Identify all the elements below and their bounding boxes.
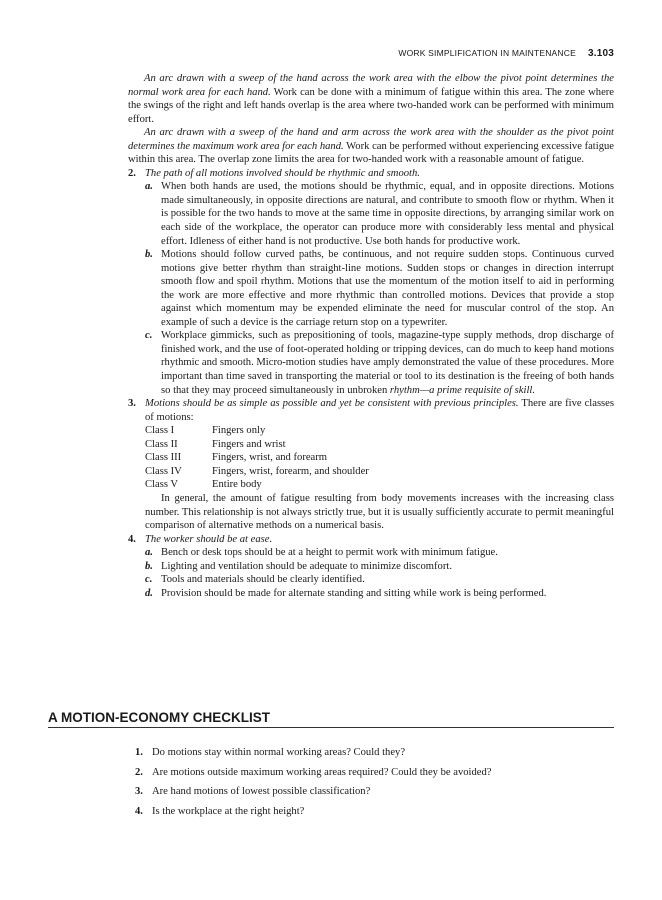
intro-paragraph-normal-area: An arc drawn with a sweep of the hand across the work area with the elbow the pivot point determines the normal work area for each hand. Work can be done with a minimum of fatigue within this area. The zone where the swings of the right and left hands overlap is the area where two-handed work can be performed with minimum effort. — [128, 73, 615, 125]
principle-4-item-c: c. Tools and materials should be clearly identified. — [145, 574, 365, 586]
principle-4-item-a: a. Bench or desk tops should be at a height to permit work with minimum fatigue. — [145, 547, 498, 559]
principle-4-item-d: d. Provision should be made for alternate standing and sitting while work is being performed. — [145, 587, 547, 599]
principle-3: 3. Motions should be as simple as possible and yet be consistent with previous principles. There are five classes of motions: — [128, 398, 615, 423]
checklist-item: 4. Is the workplace at the right height? — [135, 805, 305, 817]
principle-number: 4. — [128, 533, 136, 545]
motion-class-row: Class III Fingers, wrist, and forearm — [145, 452, 328, 464]
motion-class-row: Class II Fingers and wrist — [145, 438, 286, 450]
principle-title: The path of all motions involved should be rhythmic and smooth. — [145, 167, 420, 179]
principle-2-item-b: b. Motions should follow curved paths, be continuous, and not require sudden stops. Continuous curved motions give better rhythm than straight-line motions. Sudden stops or changes in direction interrupt smooth flow and spoil rhythm. Motions that use the momentum of the motion itself to aid in performing the work are more effective and more rhythmic than controlled motions. Devices that provide a stop against which momentum may be expended eliminate the need for muscular control of the stop. An example of such a device is the carriage return stop on a typewriter. — [145, 249, 614, 328]
principle-2 — [128, 167, 614, 181]
intro-paragraph-maximum-area: An arc drawn with a sweep of the hand and arm across the work area with the shoulder as the pivot point determines the maximum work area for each hand. Work can be performed without experiencing excessive fatigue within this area. The overlap zone limits the area for two-handed work with a reasonable amount of fatigue. — [128, 127, 614, 166]
checklist-item: 1. Do motions stay within normal working areas? Could they? — [135, 747, 406, 758]
principle-2-item-c: c. Workplace gimmicks, such as prepositioning of tools, magazine-type supply methods, drop discharge of finished work, and the use of foot-operated holding or tripping devices, can do much to keep hand motions rhythmic and smooth. Micro-motion studies have amply demonstrated the value of these procedures. More important than time saved in transporting the material or tool to its destination is the freeing of both hands so that they may proceed simultaneously in unbroken rhythm—a prime requisite of skill. — [145, 330, 614, 396]
motion-class-row: Class V Entire body — [145, 479, 262, 491]
motion-class-row: Class IV Fingers, wrist, forearm, and shoulder — [145, 465, 369, 477]
motion-class-table — [145, 424, 614, 492]
running-head-title: WORK SIMPLIFICATION IN MAINTENANCE — [398, 48, 576, 58]
principle-4-item-b: b. Lighting and ventilation should be adequate to minimize discomfort. — [145, 560, 452, 572]
section-heading: A MOTION-ECONOMY CHECKLIST — [48, 710, 614, 728]
checklist-item: 2. Are motions outside maximum working areas required? Could they be avoided? — [135, 766, 492, 778]
principle-4 — [128, 533, 614, 547]
principle-3-closing: In general, the amount of fatigue resulting from body movements increases with the increasing class number. This relationship is not always strictly true, but it is usually sufficiently accurate to permit meaningful comparison of alternative methods on a numerical basis. — [145, 492, 614, 532]
page-number: 3.103 — [587, 48, 614, 59]
motion-class-row: Class I Fingers only — [145, 425, 266, 437]
running-head — [0, 48, 614, 59]
principle-title: The worker should be at ease. — [145, 533, 273, 545]
motion-economy-checklist — [135, 743, 615, 821]
principle-number: 2. — [128, 167, 136, 179]
checklist-item: 3. Are hand motions of lowest possible classification? — [135, 786, 371, 797]
principle-number: 3. — [128, 398, 136, 410]
body-text — [128, 72, 614, 600]
principle-2-item-a: a. When both hands are used, the motions should be rhythmic, equal, and in opposite directions. Motions made simultaneously, in opposite directions are natural, and contribute to smooth flow or rhythm. When it is possible for the two hands to move at the same time in opposite directions, by arranging similar work on each side of the workplace, the operator can produce more with considerably less mental and physical effort. Idleness of either hand is not productive. Use both hands for productive work. — [145, 181, 614, 247]
principle-title: Motions should be as simple as possible and yet be consistent with previous principles. — [145, 398, 519, 410]
